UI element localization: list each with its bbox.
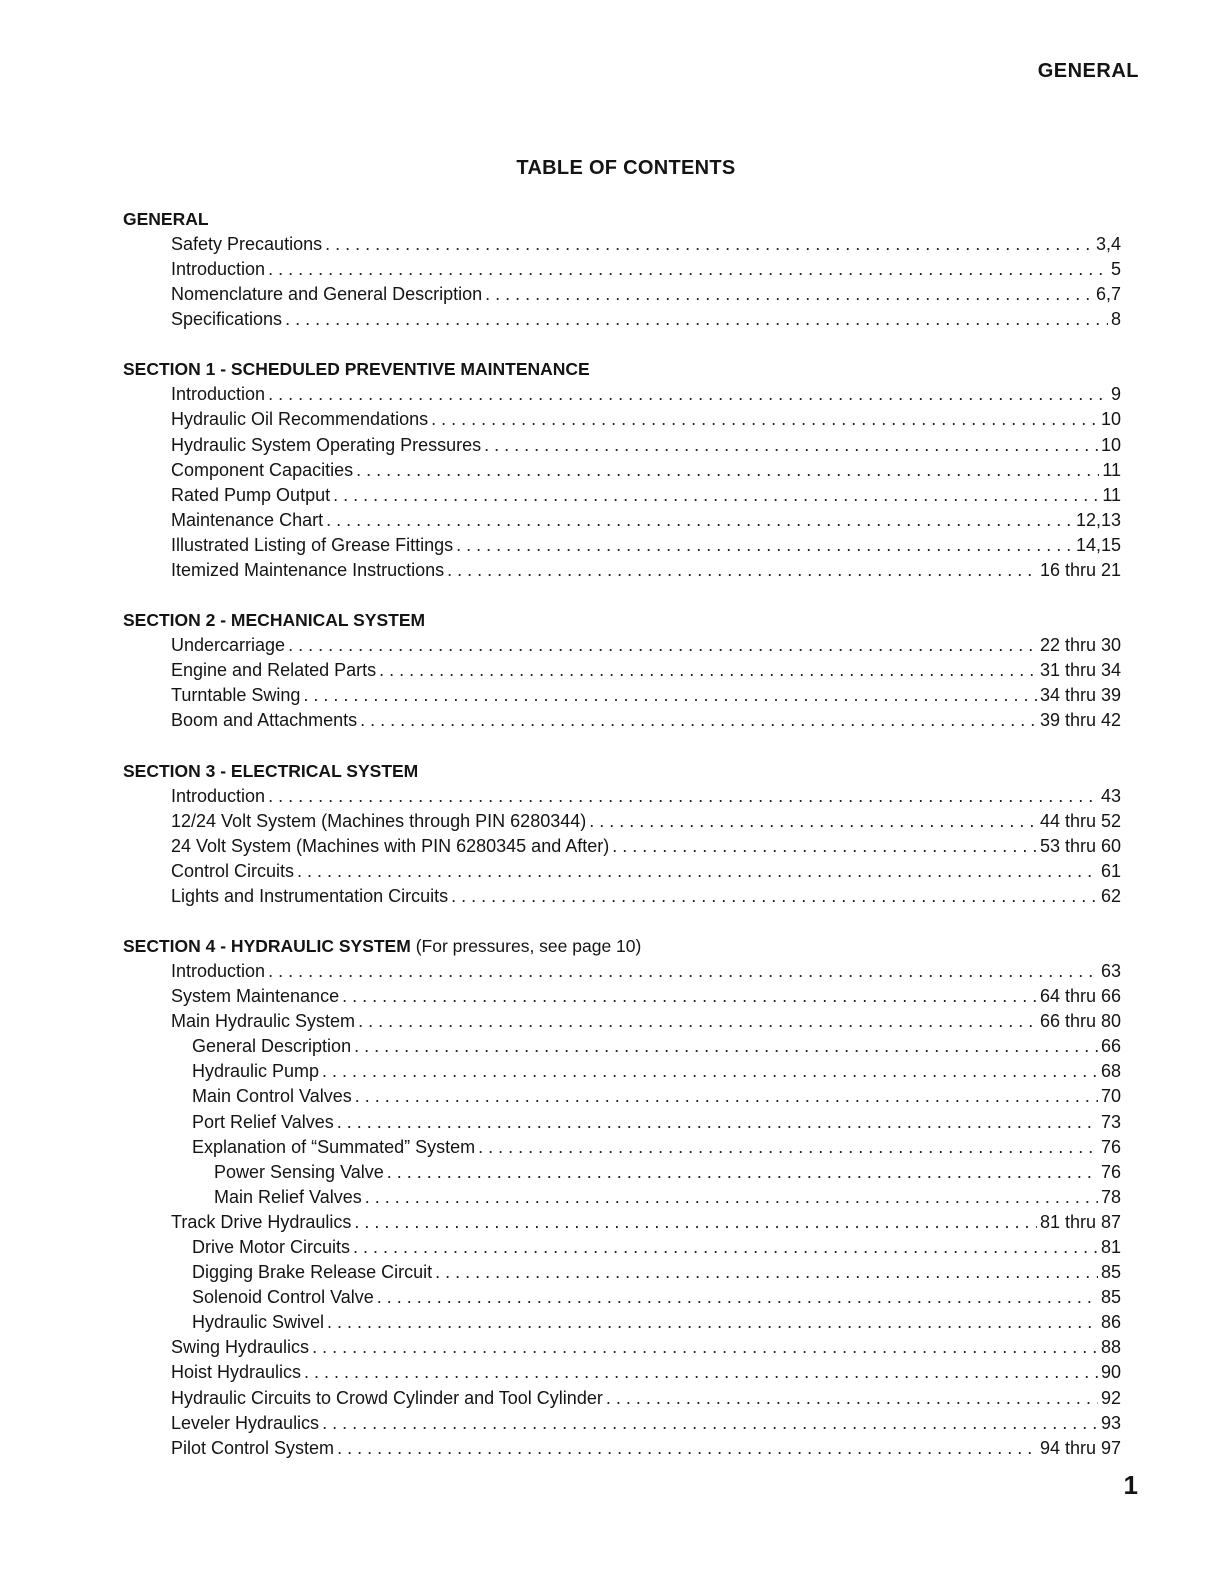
toc-section [123,357,1121,583]
toc-entry-title: Hydraulic Oil Recommendations [171,409,429,430]
toc-entry [123,959,1121,984]
toc-entry [123,407,1121,432]
toc-entry-title: Turntable Swing [171,685,301,706]
dot-leader [337,1110,1098,1135]
toc-entry-title: 24 Volt System (Machines with PIN 6280345 and After) [171,835,610,856]
toc-entry [123,1009,1121,1034]
toc-entry-title: Power Sensing Valve [214,1161,384,1182]
toc-entry-page: 76 [1100,1136,1121,1157]
toc-entry [123,508,1121,533]
toc-entry-title: Introduction [171,785,266,806]
dot-leader [322,1411,1098,1436]
toc-entry-page: 81 [1100,1237,1121,1257]
toc-entry-title: Main Relief Valves [214,1186,362,1207]
toc-entry [123,433,1121,458]
running-header: GENERAL [1037,60,1139,82]
dot-leader [353,1235,1098,1260]
toc-entry-page: 11 [1102,484,1121,505]
toc-entry-title: Introduction [171,259,266,280]
toc-entry [123,1185,1121,1210]
section-heading-text: SECTION 2 - MECHANICAL SYSTEM [123,610,426,631]
toc-section [123,608,1121,733]
section-note: (For pressures, see page 10) [415,935,642,956]
toc-entry [123,1110,1121,1135]
toc-entry-page: 22 thru 30 [1039,635,1121,656]
toc-entry-page: 76 [1100,1161,1121,1182]
toc-entry [123,683,1121,708]
section-heading-text: SECTION 4 - HYDRAULIC SYSTEM [123,935,411,956]
toc-entry-page: 8 [1110,309,1121,330]
toc-entry [123,558,1121,583]
toc-entry-page: 85 [1100,1262,1121,1283]
toc-entry [123,1411,1121,1436]
dot-leader [354,1034,1098,1059]
dot-leader [456,533,1073,558]
dot-leader [365,1185,1098,1210]
section-heading [123,357,1121,382]
dot-leader [356,458,1099,483]
toc-entry [123,834,1121,859]
toc-entry-page: 63 [1100,960,1121,981]
toc-entry-title: Engine and Related Parts [171,660,377,681]
toc-entry-page: 70 [1100,1086,1121,1107]
toc-entry [123,1260,1121,1285]
toc-entry [123,784,1121,809]
dot-leader [387,1160,1098,1185]
toc-entry-title: Introduction [171,384,266,405]
toc-entry-title: Drive Motor Circuits [192,1237,351,1257]
toc-entry-title: Swing Hydraulics [171,1337,310,1358]
toc-entry-title: General Description [192,1036,352,1057]
toc-entry-title: Introduction [171,960,266,981]
toc-entry-title: Maintenance Chart [171,509,324,530]
toc-entry-title: Digging Brake Release Circuit [192,1262,433,1283]
toc-entry [123,1034,1121,1059]
section-heading-text: GENERAL [123,209,209,229]
section-heading [123,934,1121,959]
toc-entry-page: 53 thru 60 [1039,835,1121,856]
toc-entry-page: 5 [1110,259,1121,280]
toc-entry-page: 14,15 [1075,534,1121,555]
toc-section [123,207,1121,332]
toc-entry [123,984,1121,1009]
toc-entry [123,658,1121,683]
toc-entry [123,1160,1121,1185]
toc-entry-page: 81 thru 87 [1039,1211,1121,1232]
toc-entry [123,1285,1121,1310]
dot-leader [379,658,1037,683]
dot-leader [431,407,1098,432]
toc-entry-page: 86 [1100,1312,1121,1333]
toc-entry-title: Solenoid Control Valve [192,1287,374,1308]
dot-leader [606,1386,1098,1411]
toc-entry [123,232,1121,257]
toc-entry-page: 6,7 [1095,284,1121,305]
dot-leader [268,382,1108,407]
toc-entry-title: Pilot Control System [171,1437,335,1458]
toc-entry-title: Track Drive Hydraulics [171,1211,352,1232]
toc-entry-page: 3,4 [1095,234,1121,254]
toc-entry-title: Lights and Instrumentation Circuits [171,885,449,906]
toc-entry-page: 39 thru 42 [1039,710,1121,731]
toc-entry [123,1235,1121,1260]
section-heading [123,608,1121,633]
toc-entry-title: Leveler Hydraulics [171,1412,320,1433]
toc-entry-title: Main Hydraulic System [171,1011,356,1032]
toc-entry [123,1210,1121,1235]
toc-entry-page: 94 thru 97 [1039,1437,1121,1458]
dot-leader [304,1360,1098,1385]
toc-entry [123,458,1121,483]
dot-leader [337,1436,1037,1461]
toc-entry-page: 44 thru 52 [1039,810,1121,831]
toc-entry [123,1310,1121,1335]
toc-entry-page: 66 [1100,1036,1121,1057]
dot-leader [451,884,1098,909]
page-title: TABLE OF CONTENTS [516,157,736,179]
dot-leader [268,257,1108,282]
toc-entry-page: 61 [1100,860,1121,881]
dot-leader [435,1260,1098,1285]
toc-entry-title: Hydraulic System Operating Pressures [171,434,482,455]
section-heading-text: SECTION 1 - SCHEDULED PREVENTIVE MAINTENANCE [123,359,590,380]
dot-leader [303,683,1037,708]
toc-entry-title: Explanation of “Summated” System [192,1136,476,1157]
dot-leader [322,1059,1098,1084]
toc-entry-page: 11 [1102,459,1121,480]
toc-entry-page: 78 [1100,1186,1121,1207]
dot-leader [342,984,1037,1009]
toc-entry-page: 10 [1100,434,1121,455]
toc-entry-title: Boom and Attachments [171,710,358,731]
toc-entry [123,533,1121,558]
dot-leader [589,809,1037,834]
toc-entry-page: 90 [1100,1362,1121,1383]
toc-entry [123,282,1121,307]
toc-entry [123,483,1121,508]
toc-entry-title: Undercarriage [171,635,286,656]
toc-entry [123,307,1121,332]
dot-leader [377,1285,1098,1310]
toc-entry-title: Hydraulic Swivel [192,1312,325,1333]
toc-entry-title: Nomenclature and General Description [171,284,483,305]
table-of-contents [123,207,1121,1486]
dot-leader [312,1335,1098,1360]
dot-leader [360,708,1037,733]
toc-entry-title: Control Circuits [171,860,295,881]
toc-entry-title: Illustrated Listing of Grease Fittings [171,534,454,555]
toc-section [123,934,1121,1461]
toc-entry-title: Main Control Valves [192,1086,352,1107]
toc-entry-title: Rated Pump Output [171,484,331,505]
section-heading [123,759,1121,784]
section-heading [123,207,1121,232]
toc-entry-page: 88 [1100,1337,1121,1358]
toc-entry-title: Specifications [171,309,283,330]
toc-entry [123,1436,1121,1461]
dot-leader [325,232,1093,257]
toc-entry [123,859,1121,884]
toc-entry-title: Itemized Maintenance Instructions [171,560,445,581]
dot-leader [268,959,1098,984]
toc-entry-page: 66 thru 80 [1039,1011,1121,1032]
toc-entry-page: 92 [1100,1387,1121,1408]
dot-leader [354,1210,1037,1235]
toc-entry-page: 12,13 [1075,509,1121,530]
section-heading-text: SECTION 3 - ELECTRICAL SYSTEM [123,760,419,781]
toc-entry [123,884,1121,909]
dot-leader [288,633,1037,658]
toc-entry-page: 16 thru 21 [1039,560,1121,581]
toc-entry [123,809,1121,834]
dot-leader [297,859,1098,884]
dot-leader [358,1009,1037,1034]
toc-entry-page: 43 [1100,785,1121,806]
toc-entry-page: 34 thru 39 [1039,685,1121,706]
toc-entry-title: Safety Precautions [171,234,323,254]
toc-entry-page: 93 [1100,1412,1121,1433]
toc-entry-page: 62 [1100,885,1121,906]
toc-entry-page: 9 [1110,384,1121,405]
dot-leader [333,483,1099,508]
toc-entry-title: Hydraulic Pump [192,1061,320,1082]
toc-entry [123,1059,1121,1084]
toc-entry [123,633,1121,658]
toc-entry [123,1360,1121,1385]
dot-leader [447,558,1037,583]
toc-entry [123,382,1121,407]
toc-entry [123,708,1121,733]
toc-entry-title: Hoist Hydraulics [171,1362,302,1383]
toc-entry [123,1084,1121,1109]
dot-leader [478,1135,1098,1160]
toc-entry [123,1386,1121,1411]
toc-entry-page: 68 [1100,1061,1121,1082]
toc-entry-title: Port Relief Valves [192,1111,334,1132]
toc-entry-page: 73 [1100,1111,1121,1132]
dot-leader [327,1310,1098,1335]
toc-entry-title: System Maintenance [171,986,340,1007]
dot-leader [612,834,1037,859]
dot-leader [355,1084,1098,1109]
dot-leader [485,282,1093,307]
toc-section [123,759,1121,909]
toc-entry-page: 31 thru 34 [1039,660,1121,681]
toc-entry [123,257,1121,282]
toc-entry [123,1135,1121,1160]
toc-entry-title: 12/24 Volt System (Machines through PIN 6280344) [171,810,587,831]
toc-entry-page: 85 [1100,1287,1121,1308]
toc-entry-page: 10 [1100,409,1121,430]
toc-entry [123,1335,1121,1360]
page-number: 1 [1123,1470,1138,1500]
toc-entry-title: Hydraulic Circuits to Crowd Cylinder and Tool Cylinder [171,1387,603,1408]
dot-leader [285,307,1108,332]
toc-entry-title: Component Capacities [171,459,354,480]
dot-leader [326,508,1073,533]
dot-leader [268,784,1098,809]
dot-leader [484,433,1098,458]
toc-entry-page: 64 thru 66 [1039,986,1121,1007]
